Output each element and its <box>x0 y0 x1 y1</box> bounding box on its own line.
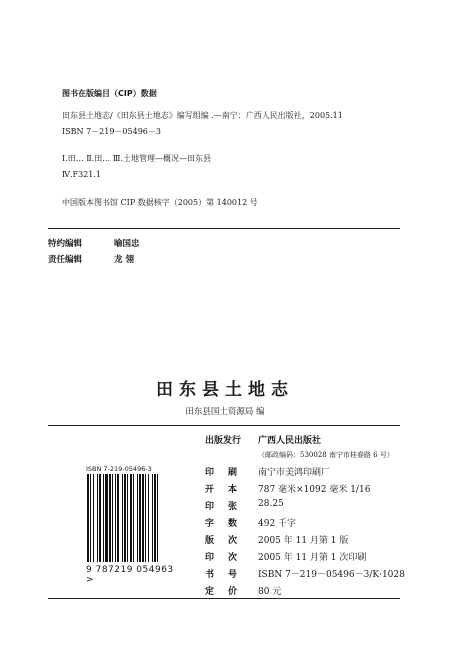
cip-line-4: Ⅳ.F321.1 <box>62 170 101 179</box>
info-value: 492 千字 <box>258 519 297 529</box>
cip-line-5: 中国版本图书馆 CIP 数据核字（2005）第 140012 号 <box>62 198 258 207</box>
cip-line-3: Ⅰ.田… Ⅱ.田… Ⅲ.土地管理—概况—田东县 <box>62 154 212 163</box>
editor-name: 喻国忠 <box>114 239 140 249</box>
info-value: 2005 年 11 月第 1 次印刷 <box>258 553 367 563</box>
info-key: 书号 <box>205 570 252 580</box>
info-value: 80 元 <box>258 587 282 597</box>
editor-row <box>48 237 140 249</box>
editor-label: 责任编辑 <box>48 255 83 265</box>
info-value: 南宁市美鸿印刷厂 <box>258 468 331 478</box>
info-value: 2005 年 11 月第 1 版 <box>258 536 349 546</box>
editor-label: 特约编辑 <box>48 239 83 249</box>
info-key: 印刷 <box>205 468 252 478</box>
info-key: 版次 <box>205 536 252 546</box>
barcode-bars <box>86 474 178 564</box>
editor-row <box>48 253 134 265</box>
cip-line-1: 田东县土地志/《田东县土地志》编写组编 .—南宁：广西人民出版社，2005.11 <box>62 111 343 120</box>
barcode-digits: 9 787219 054963 > <box>86 565 174 585</box>
publisher-name: 广西人民出版社 <box>258 436 322 446</box>
cip-line-2: ISBN 7－219－05496－3 <box>62 127 161 136</box>
info-key: 印张 <box>205 502 252 512</box>
divider <box>48 425 400 426</box>
barcode-isbn-text: ISBN 7-219-05496-3 <box>86 465 152 473</box>
info-key: 字数 <box>205 519 252 529</box>
cip-heading: 图书在版编目（CIP）数据 <box>62 89 157 98</box>
publisher-label: 出版发行 <box>205 436 242 446</box>
info-value: 787 毫米×1092 毫米 1/16 <box>258 485 371 495</box>
info-key: 定价 <box>205 587 252 597</box>
barcode <box>86 465 178 585</box>
book-title: 田东县土地志 <box>156 380 294 400</box>
book-author: 田东县国土资源局 编 <box>185 407 265 417</box>
publisher-note: （邮政编码：530028 南宁市桂春路 6 号） <box>258 451 394 459</box>
info-value: 28.25 <box>258 499 284 509</box>
info-value: ISBN 7－219－05496－3/K·1028 <box>258 570 405 580</box>
editor-name: 龙 翎 <box>114 255 134 265</box>
divider <box>48 228 400 229</box>
divider <box>48 598 400 599</box>
info-key: 开本 <box>205 485 252 495</box>
info-key: 印次 <box>205 553 252 563</box>
